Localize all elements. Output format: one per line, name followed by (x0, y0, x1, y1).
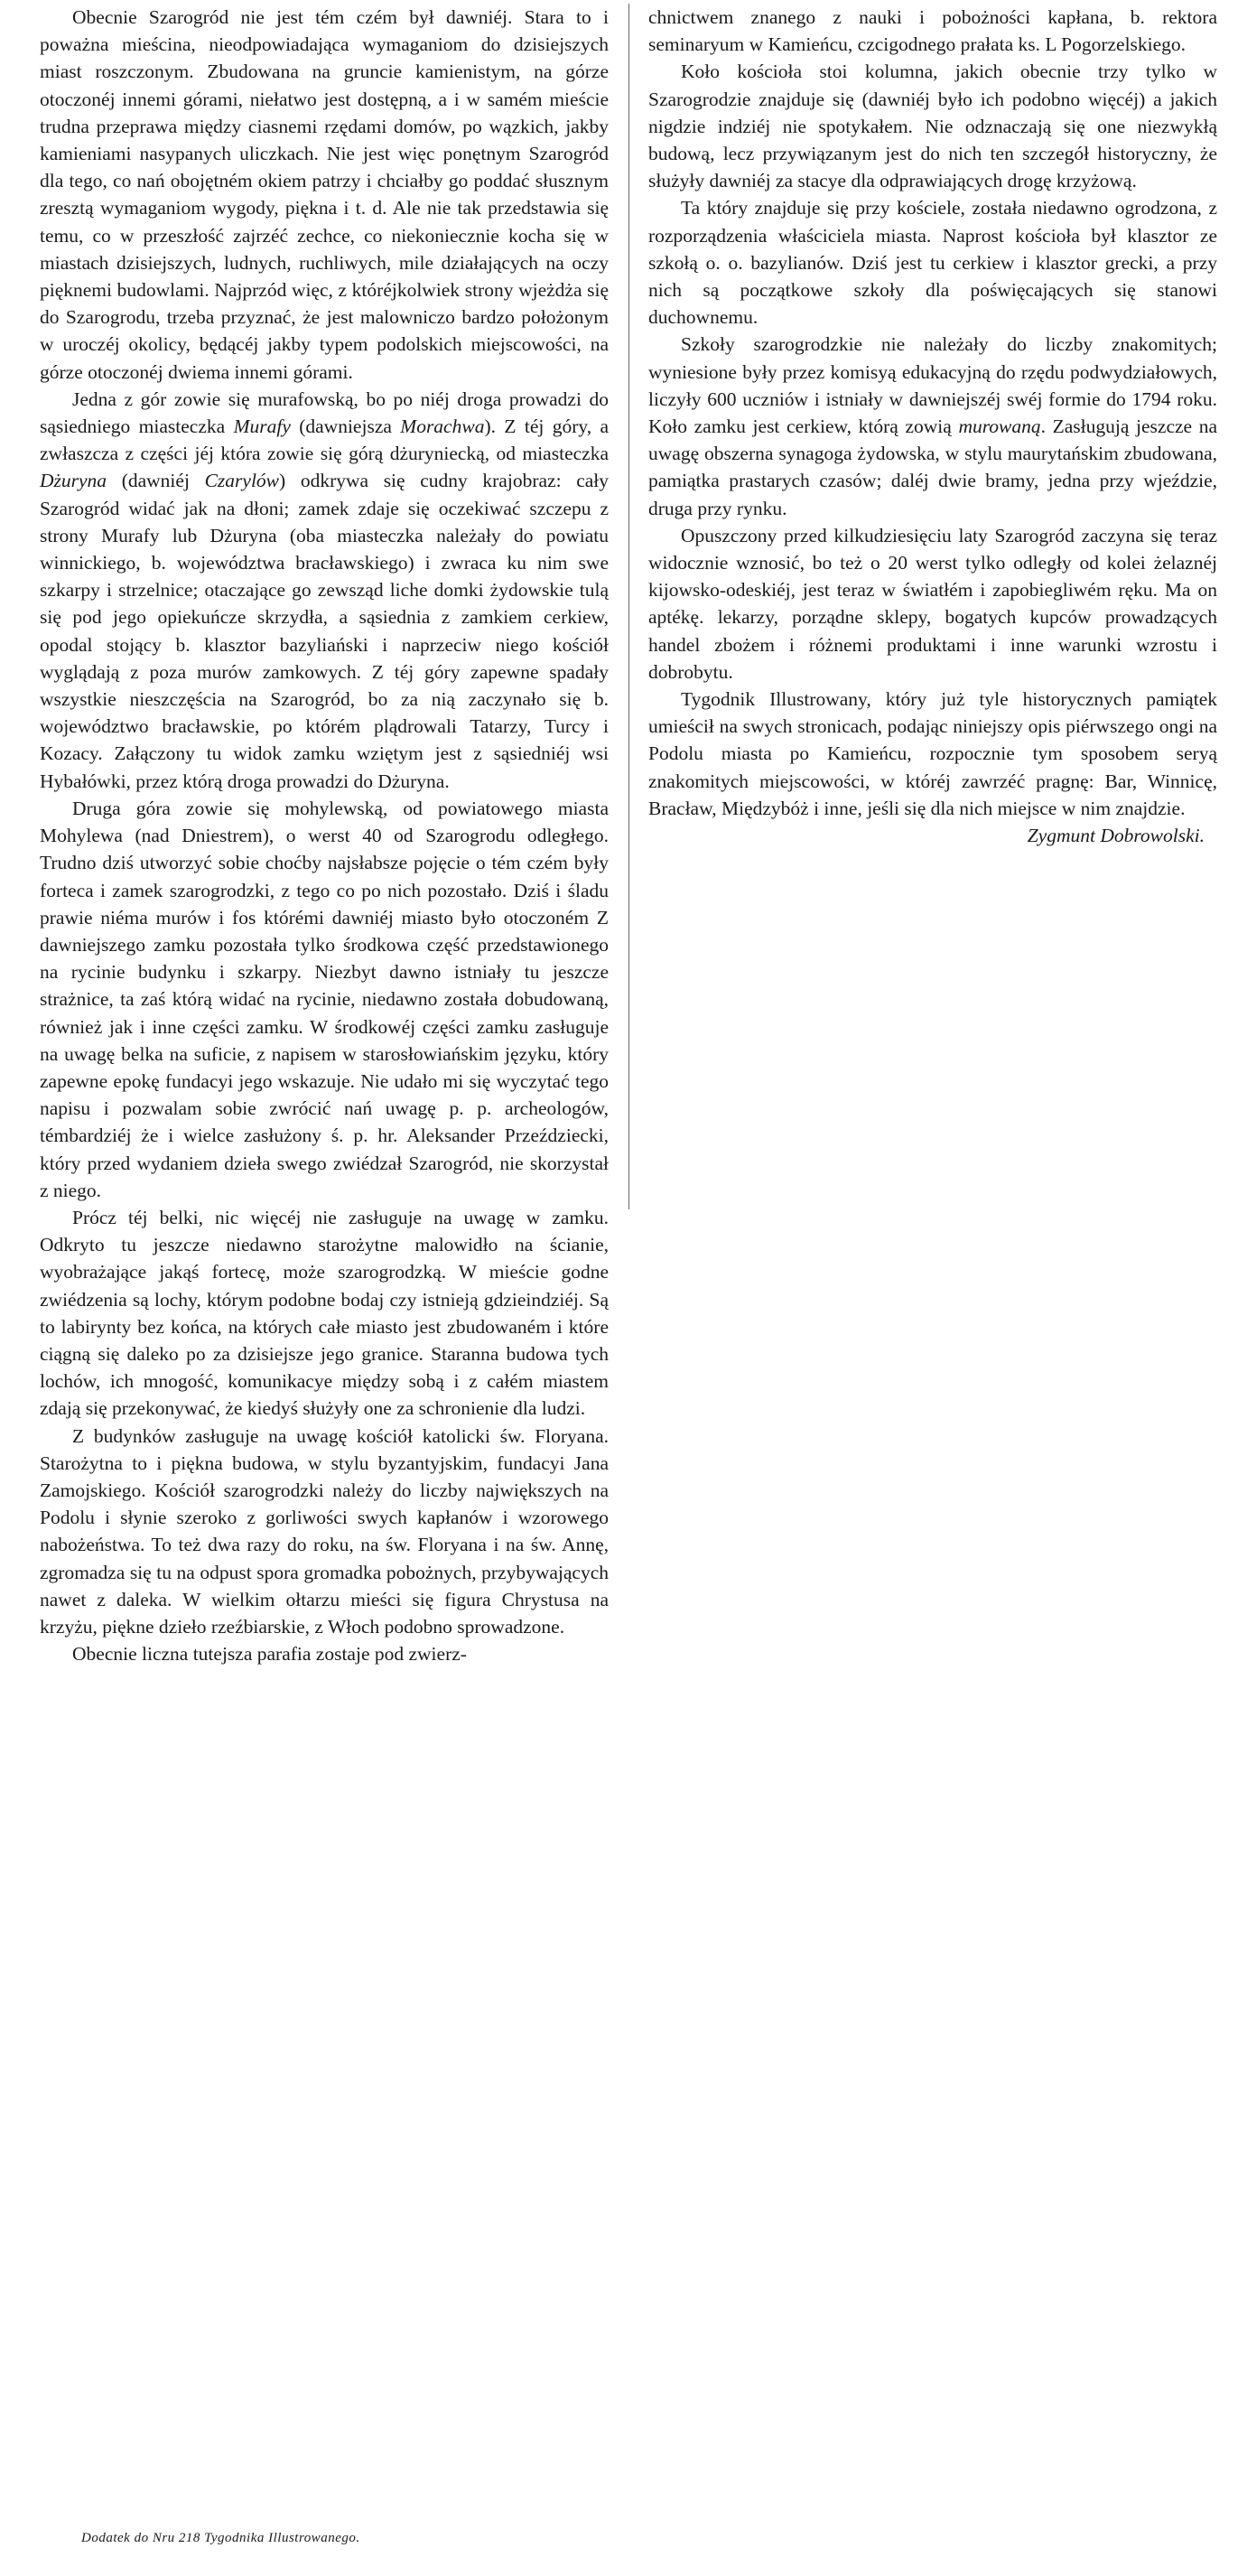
paragraph: Druga góra zowie się mohylewską, od powiatowego miasta Mohylewa (nad Dniestrem), o werst 40 od Szarogrodu odległego. Trudno dziś utworzyć sobie choćby najsłabsze pojęcie o tém czém były forteca i zamek szarogrodzki, z tego co po nich pozostało. Dziś i śladu prawie niéma murów i fos którémi dawniéj miasto było otoczoném Z dawniejszego zamku pozostała tylko środkowa część przedstawionego na rycinie budynku i szkarpy. Niezbyt dawno istniały tu jeszcze strażnice, ta zaś którą widać na rycinie, niedawno została dobudowaną, również jak i inne części zamku. W środkowéj części zamku zasługuje na uwagę belka na suficie, z napisem w starosłowiańskim języku, który zapewne epokę fundacyi jego wskazuje. Nie udało mi się wyczytać tego napisu i pozwalam sobie zwrócić nań uwagę p. p. archeologów, témbardziéj że i wielce zasłużony ś. p. hr. Aleksander Przeździecki, który przed wydaniem dzieła swego zwiédzał Szarogród, nie skorzystał z niego. (40, 797, 609, 1201)
paragraph: Tygodnik Illustrowany, który już tyle historycznych pamiątek umieścił na swych stronicach, podając niniejszy opis piérwszego ongi na Podolu miasta po Kamieńcu, rozpocznie tym sposobem seryą znakomitych miejscowości, w któréj zawrzéć pragnę: Bar, Winnicę, Bracław, Międzybóż i inne, jeśli się dla nich miejsce w nim znajdzie. (648, 688, 1217, 819)
paragraph: Z budynków zasługuje na uwagę kościół katolicki św. Floryana. Starożytna to i piękna budowa, w stylu byzantyjskim, fundacyi Jana Zamojskiego. Kościół szarogrodzki należy do liczby największych na Podolu i słynie szeroko z gorliwości swych kapłanów i wzorowego nabożeństwa. To też dwa razy do roku, na św. Floryana i na św. Annę, zgromadza się tu na odpust spora gromadka pobożnych, przybywających nawet z daleka. W wielkim ołtarzu mieści się figura Chrystusa na krzyżu, piękne dzieło rzeźbiarskie, z Włoch podobno sprowadzone. (40, 1424, 609, 1638)
paragraph: Szkoły szarogrodzkie nie należały do liczby znakomitych; wyniesione były przez komisyą edukacyjną do rzędu podwydziałowych, liczyły 600 uczniów i istniały w dawniejszéj swéj formie do 1794 roku. Koło zamku jest cerkiew, którą zowią murowaną. Zasługują jeszcze na uwagę obszerna synagoga żydowska, w stylu maurytańskim zbudowana, pamiątka prastarych czasów; daléj dwie bramy, jedna przy wjeździe, druga przy rynku. (648, 333, 1217, 519)
paragraph: chnictwem znanego z nauki i pobożności kapłana, b. rektora seminaryum w Kamieńcu, czcigodnego prałata ks. L Pogorzelskiego. (648, 6, 1217, 56)
paragraph: Ta który znajduje się przy kościele, została niedawno ogrodzona, z rozporządzenia właściciela miasta. Naprost kościoła był klasztor ze szkołą o. o. bazylianów. Dziś jest tu cerkiew i klasztor grecki, a przy nich są początkowe szkoły dla poświęcających się stanowi duchownemu. (648, 197, 1217, 329)
paragraph: Prócz téj belki, nic więcéj nie zasługuje na uwagę w zamku. Odkryto tu jeszcze niedawno starożytne malowidło na ścianie, wyobrażające jakąś fortecę, może szarogrodzką. W mieście godne zwiédzenia są lochy, którym podobne bodaj czy istnieją gdzieindziéj. Są to labirynty bez końca, na których całe miasto jest zbudowaném i które ciągną się daleko po za dzisiejsze jego granice. Staranna budowa tych lochów, ich mnogość, komunikacye między sobą i z całém miastem zdają się przekonywać, że kiedyś służyły one za schronienie dla ludzi. (40, 1206, 609, 1420)
page-footer: Dodatek do Nru 218 Tygodnika Illustrowanego. (81, 2531, 360, 2545)
paragraph: Obecnie Szarogród nie jest tém czém był dawniéj. Stara to i poważna mieścina, nieodpowiadająca wymaganiom do dzisiejszych miast roszczonym. Zbudowana na gruncie kamienistym, na górze otoczonéj innemi górami, niełatwo jest dostępną, a i w samém mieście trudna przeprawa między ciasnemi rzędami domów, po wązkich, jakby kamieniami nasypanych uliczkach. Nie jest więc ponętnym Szarogród dla tego, co nań obojętném okiem patrzy i chciałby go poddać słusznym zresztą wymaganiom wygody, piękna i t. d. Ale nie tak przedstawia się temu, co w przeszłość zajrzéć zechce, co niekoniecznie kocha się w miastach dzisiejszych, ludnych, ruchliwych, mile działających na oczy pięknemi budowlami. Najprzód więc, z któréjkolwiek strony wjeżdża się do Szarogrodu, trzeba przyznać, że jest malowniczo bardzo położonym w uroczéj okolicy, będącéj jakby typem podolskich miejscowości, na górze otoczonéj dwiema innemi górami. (40, 6, 609, 383)
left-column (40, 4, 609, 1667)
paragraph: Opuszczony przed kilkudziesięciu laty Szarogród zaczyna się teraz widocznie wznosić, bo też o 20 werst tylko odległy od kolei żelaznéj kijowsko-odeskiéj, jest teraz w światłém i zapobiegliwém ręku. Ma on aptékę. lekarzy, porządne sklepy, bogatych kupców prowadzących handel zbożem i różnemi produktami i inne warunki wzrostu i dobrobytu. (648, 524, 1217, 683)
author-signature: Zygmunt Dobrowolski. (1027, 825, 1205, 847)
paragraph: Jedna z gór zowie się murafowską, bo po niéj droga prowadzi do sąsiedniego miasteczka Murafy (dawniejsza Morachwa). Z téj góry, a zwłaszcza z części jéj która zowie się górą dżuryniecką, od miasteczka Dżuryna (dawniéj Czarylów) odkrywa się cudny krajobraz: cały Szarogród widać jak na dłoni; zamek zdaje się oczekiwać szczepu z strony Murafy lub Dżuryna (oba miasteczka należały do powiatu winnickiego, b. województwa bracławskiego) i zwraca ku nim swe szkarpy i strzelnice; otaczające go zewsząd liche domki żydowskie tulą się pod jego opiekuńcze skrzydła, a sąsiednia z zamkiem cerkiew, opodal stojący b. klasztor bazyliański i naprzeciw niego kościół wyglądają z poza murów zamkowych. Z téj góry zapewne spadały wszystkie nieszczęścia na Szarogród, bo za nią zaczynało się b. województwo bracławskie, po którém plądrowali Tatarzy, Turcy i Kozacy. Załączony tu widok zamku wziętym jest z sąsiedniéj wsi Hybałówki, przez którą droga prowadzi do Dżuryna. (40, 387, 610, 792)
column-divider (628, 4, 629, 1209)
paragraph: Obecnie liczna tutejsza parafia zostaje pod zwierz- (72, 1643, 467, 1666)
right-column (648, 4, 1217, 849)
paragraph: Koło kościoła stoi kolumna, jakich obecnie trzy tylko w Szarogrodzie znajduje się (dawniéj było ich podobno więcéj) a jakich nigdzie indziéj nie spotykałem. Nie odznaczają się one niezwykłą budową, lecz przywiązanym jest do nich ten szczegół historyczny, że służyły dawniéj za stacye dla odprawiających drogę krzyżową. (648, 61, 1217, 192)
